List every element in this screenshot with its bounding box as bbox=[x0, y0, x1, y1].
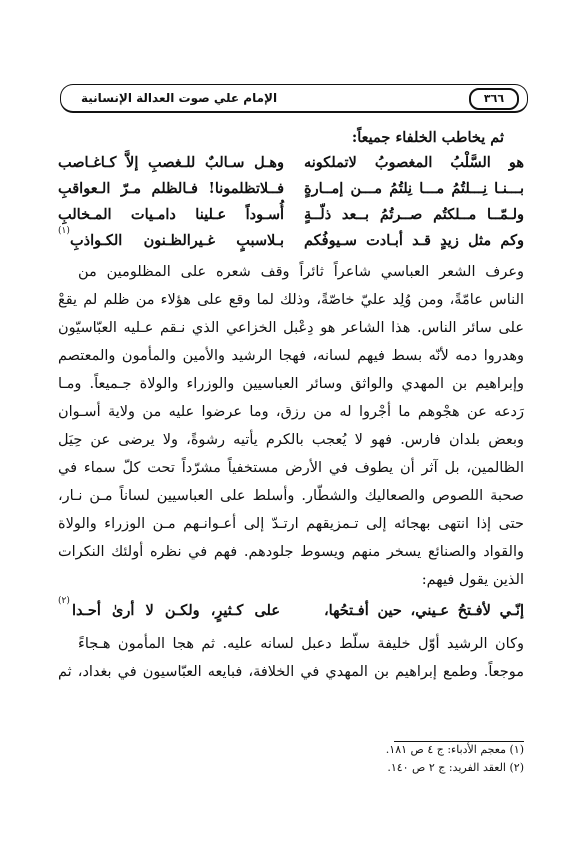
paragraph-line: وكان الرشيد أوّل خليفة سلّط دعبل لسانه عليه. ثم هجا المأمون هـجاءً bbox=[78, 636, 524, 652]
paragraph-line: الظالمين، بل آثر أن يطوف في الأرض مستخفياً مشرّداً تحت كلّ سماء في bbox=[58, 460, 524, 476]
paragraph-line: وبعض بلدان فارس. فهو لا يُعجب بالكرم يأتيه رشوةً، ولا يرضى عن حِيَل bbox=[58, 432, 524, 448]
verse-row bbox=[58, 226, 524, 252]
footnote: (٢) العقد الفريد: ج ٢ ص ١٤٠. bbox=[387, 761, 524, 774]
paragraph-line: والقواد والصنائع يسخر منهم ويسوط جلودهم. فهم في نظره أولئك النكرات bbox=[58, 544, 524, 560]
verse-left-hemistich: على كـثيرٍ، ولكـن لا أرىٰ أحـدا bbox=[72, 602, 280, 619]
verse-right-hemistich: ولـمّــا مــلكتُم صــرتُمُ بــعد ذلّــةٍ bbox=[304, 206, 524, 223]
verse-left-hemistich: فــلاتظلمونا! فـالظلم مـرّ الـعواقبِ bbox=[58, 180, 284, 197]
verse-left-hemistich: وهـل سـالبٌ للـغصبِ إلاَّ كـاغـاصب bbox=[58, 154, 284, 171]
footnote: (١) معجم الأدباء: ج ٤ ص ١٨١. bbox=[385, 743, 524, 756]
verse-row bbox=[58, 204, 524, 226]
verse-left-hemistich: بـلاسببٍ غـيرالظـنون الكـواذبِ bbox=[70, 232, 284, 249]
paragraph-line: الذين يقول فيهم: bbox=[421, 572, 524, 588]
footnote-marker: (١) bbox=[58, 226, 70, 236]
paragraph-line: وهدروا دمه لأنّه بسط فيهم لسانه، فهجا الرشيد والأمين والمأمون والمعتصم bbox=[58, 348, 524, 364]
running-header bbox=[60, 84, 528, 113]
footnote-marker: (٢) bbox=[58, 596, 70, 606]
verse-right-hemistich: هو السَّلْبُ المغصوبُ لاتملكونه bbox=[304, 154, 524, 171]
verse-right-hemistich: إنّـي لأفـتحُ عـيني، حين أفـتحُها، bbox=[324, 602, 524, 619]
paragraph-line: رَدعه عن هجْوهم ما أجْروا له من رزق، وما عرضوا عليه من ولاية أسـوان bbox=[58, 404, 524, 420]
paragraph-line: حتى إذا انتهى بهجائه إلى تـمزيقهم ارتـدّ إلى أعـوانـهم مـن الوزراء والولاة bbox=[58, 516, 524, 532]
verse-left-hemistich: أُسـوداً عـلينا دامـيات المـخالبِ bbox=[58, 206, 284, 223]
verse-row bbox=[58, 178, 524, 200]
verse-right-hemistich: بـــنـا نِـــلتُمُ مـــا نِلتُمُ مـــن إمــارةٍ bbox=[304, 180, 524, 197]
verse-row bbox=[58, 596, 524, 622]
paragraph-line: موجعاً. وطمع إبراهيم بن المهدي في الخلافة، فبايعه العبّاسيون في بغداد، ثم bbox=[58, 664, 524, 680]
verse-row bbox=[58, 152, 524, 174]
paragraph-line: الناس عامّةً، ومن وُلِد عليّ خاصّةً، وذلك لما وقع على هؤلاء من ظلم لم يقعْ bbox=[58, 292, 524, 308]
verse-right-hemistich: وكم مثل زيدٍ قـد أبـادت سـيوفُكم bbox=[304, 232, 524, 249]
intro-line: ثم يخاطب الخلفاء جميعاً: bbox=[351, 129, 504, 146]
running-header-title: الإمام علي صوت العدالة الإنسانية bbox=[81, 91, 278, 105]
paragraph-line: وإبراهيم بن المهدي والواثق وسائر العباسيين والوزراء والولاة جـميعاً. ومـا bbox=[58, 376, 524, 392]
paragraph-line: وعرف الشعر العباسي شاعراً ثائراً وقف شعره على المظلومين من bbox=[78, 264, 524, 280]
paragraph-line: صحبة اللصوص والصعاليك والشطّار. وأسلط على العباسيين لساناً مـن نـار، bbox=[58, 488, 524, 504]
page-number-badge: ٣٦٦ bbox=[469, 88, 519, 110]
paragraph-line: على سائر الناس. هذا الشاعر هو دِعْبل الخزاعي الذي نـقم عـليه العبّاسيّون bbox=[58, 320, 524, 336]
